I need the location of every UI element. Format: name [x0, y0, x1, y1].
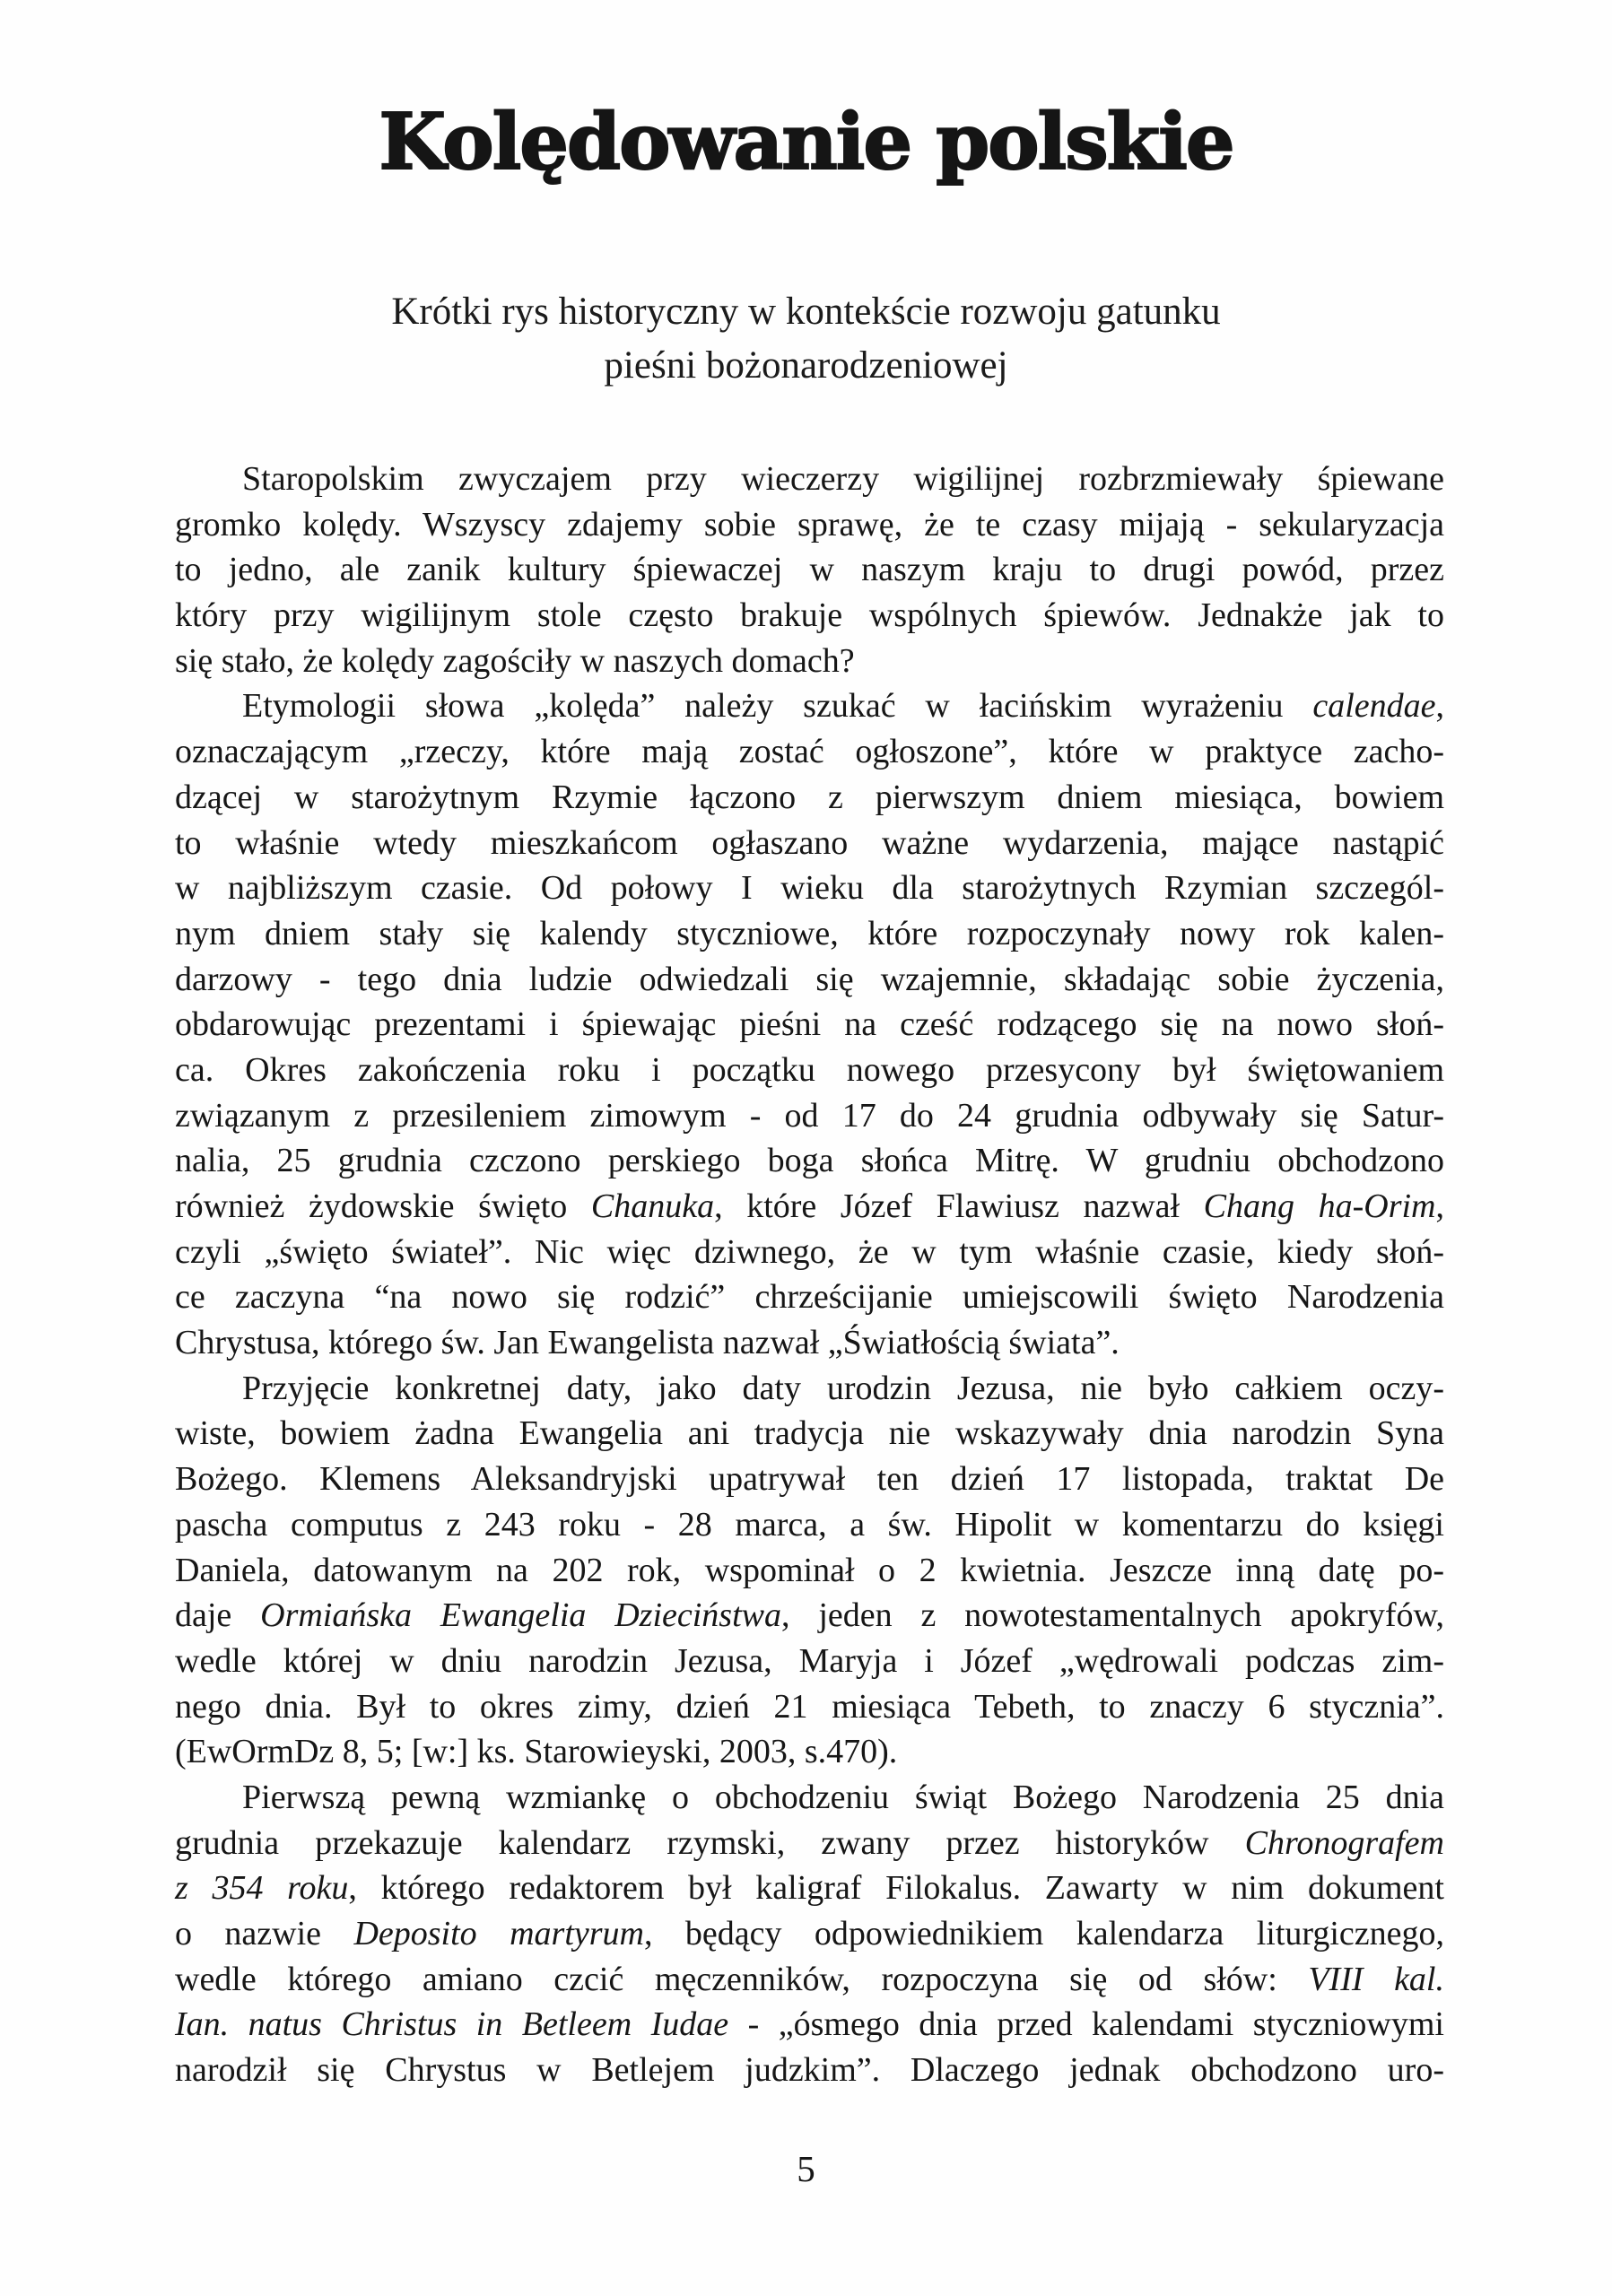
- text-line: w najbliższym czasie. Od połowy I wieku dla starożytnych Rzymian szczegól-: [175, 869, 1444, 908]
- text-line: Przyjęcie konkretnej daty, jako daty urodzin Jezusa, nie było całkiem oczy-: [242, 1369, 1444, 1407]
- text-line: nym dniem stały się kalendy styczniowe, które rozpoczynały nowy rok kalen-: [175, 914, 1444, 952]
- body-text: [175, 457, 1444, 2093]
- text-line: się stało, że kolędy zagościły w naszych domach?: [175, 641, 855, 680]
- text-line: nalia, 25 grudnia czczono perskiego boga słońca Mitrę. W grudniu obchodzono: [175, 1142, 1444, 1180]
- text-line: o nazwie Deposito martyrum, będący odpowiednikiem kalendarza liturgicznego,: [175, 1915, 1445, 1952]
- text-line: to właśnie wtedy mieszkańcom ogłaszano ważne wydarzenia, mające nastąpić: [175, 823, 1444, 862]
- text-line: nego dnia. Był to okres zimy, dzień 21 miesiąca Tebeth, to znaczy 6 stycznia”.: [175, 1687, 1444, 1726]
- text-line: Chrystusa, którego św. Jan Ewangelista nazwał „Światłością świata”.: [175, 1324, 1120, 1362]
- text-line: oznaczającym „rzeczy, które mają zostać ogłoszone”, które w praktyce zacho-: [175, 733, 1444, 771]
- page-subtitle: [0, 285, 1612, 393]
- text-line: czyli „święto świateł”. Nic więc dziwnego, że w tym właśnie czasie, kiedy słoń-: [175, 1232, 1444, 1271]
- paragraph: [175, 457, 1444, 683]
- text-line: daje Ormiańska Ewangelia Dzieciństwa, jeden z nowotestamentalnych apokryfów,: [175, 1596, 1444, 1635]
- paragraph: [175, 1366, 1444, 1775]
- text-line: wiste, bowiem żadna Ewangelia ani tradycja nie wskazywały dnia narodzin Syna: [175, 1414, 1444, 1453]
- text-line: związanym z przesileniem zimowym - od 17 do 24 grudnia odbywały się Satur-: [175, 1096, 1444, 1135]
- paragraph: [175, 1775, 1444, 2093]
- text-line: wedle którego amiano czcić męczenników, rozpoczyna się od słów: VIII kal.: [175, 1960, 1444, 1998]
- text-line: który przy wigilijnym stole często brakuje wspólnych śpiewów. Jednakże jak to: [175, 596, 1444, 635]
- text-line: ce zaczyna “na nowo się rodzić” chrześcijanie umiejscowili święto Narodzenia: [175, 1278, 1444, 1317]
- text-line: obdarowując prezentami i śpiewając pieśni na cześć rodzącego się na nowo słoń-: [175, 1005, 1444, 1044]
- text-line: ca. Okres zakończenia roku i początku nowego przesycony był świętowaniem: [175, 1050, 1444, 1089]
- text-line: narodził się Chrystus w Betlejem judzkim”. Dlaczego jednak obchodzono uro-: [175, 2051, 1444, 2090]
- text-line: Pierwszą pewną wzmiankę o obchodzeniu świąt Bożego Narodzenia 25 dnia: [242, 1778, 1444, 1816]
- text-line: grudnia przekazuje kalendarz rzymski, zwany przez historyków Chronografem: [175, 1823, 1444, 1862]
- page-title: Kolędowanie polskie: [379, 97, 1233, 187]
- text-line: Staropolskim zwyczajem przy wieczerzy wigilijnej rozbrzmiewały śpiewane: [242, 460, 1444, 498]
- text-line: gromko kolędy. Wszyscy zdajemy sobie sprawę, że te czasy mijają - sekularyzacja: [175, 505, 1444, 544]
- text-line: Daniela, datowanym na 202 rok, wspominał o 2 kwietnia. Jeszcze inną datę po-: [175, 1551, 1444, 1589]
- text-line: wedle której w dniu narodzin Jezusa, Maryja i Józef „wędrowali podczas zim-: [175, 1641, 1444, 1680]
- text-line: Ian. natus Christus in Betleem Iudae - „ósmego dnia przed kalendami styczniowymi: [175, 2005, 1444, 2044]
- subtitle-line-2: pieśni bożonarodzeniowej: [604, 344, 1008, 387]
- text-line: pascha computus z 243 roku - 28 marca, a św. Hipolit w komentarzu do księgi: [175, 1505, 1444, 1544]
- paragraph: [175, 683, 1444, 1365]
- text-line: dzącej w starożytnym Rzymie łączono z pierwszym dniem miesiąca, bowiem: [175, 778, 1444, 816]
- text-line: Etymologii słowa „kolęda” należy szukać w łacińskim wyrażeniu calendae,: [242, 687, 1444, 726]
- text-line: z 354 roku, którego redaktorem był kaligraf Filokalus. Zawarty w nim dokument: [175, 1869, 1444, 1908]
- text-line: (EwOrmDz 8, 5; [w:] ks. Starowieyski, 2003, s.470).: [175, 1733, 898, 1771]
- text-line: Bożego. Klemens Aleksandryjski upatrywał ten dzień 17 listopada, traktat De: [175, 1460, 1444, 1499]
- subtitle-line-1: Krótki rys historyczny w kontekście rozwoju gatunku: [391, 291, 1221, 333]
- text-line: darzowy - tego dnia ludzie odwiedzali się wzajemnie, składając sobie życzenia,: [175, 960, 1444, 998]
- text-line: to jedno, ale zanik kultury śpiewaczej w naszym kraju to drugi powód, przez: [175, 551, 1444, 589]
- text-line: również żydowskie święto Chanuka, które Józef Flawiusz nazwał Chang ha-Orim,: [175, 1187, 1444, 1225]
- page-number: 5: [797, 2148, 815, 2189]
